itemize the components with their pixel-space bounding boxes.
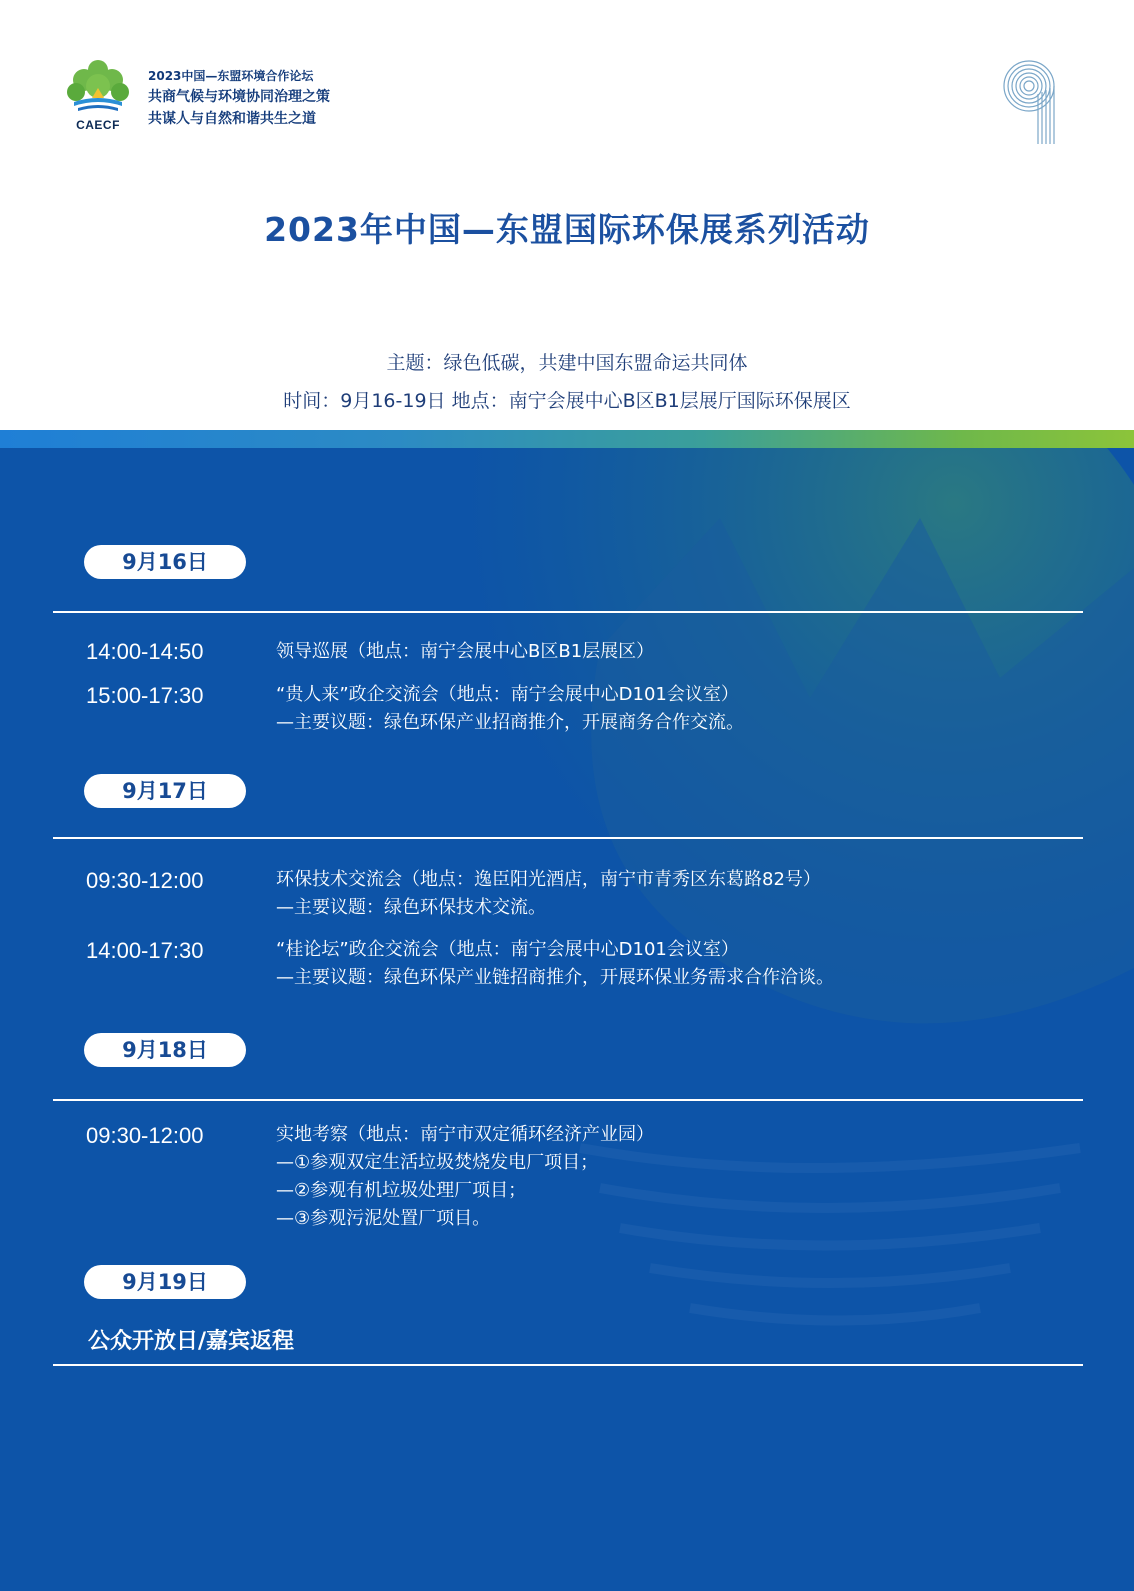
forum-name: 2023中国—东盟环境合作论坛 [148,69,314,83]
event-time: 14:00-14:50 [86,639,204,664]
event-time: 14:00-17:30 [86,938,204,963]
divider [53,611,1083,613]
event-time: 09:30-12:00 [86,868,204,893]
event-line: “桂论坛”政企交流会（地点：南宁会展中心D101会议室） [276,939,739,960]
event-detail [276,936,834,992]
event-line: —主要议题：绿色环保技术交流。 [276,897,546,918]
date-badge-0916: 9月16日 [84,545,246,579]
event-line: 领导巡展（地点：南宁会展中心B区B1层展区） [276,641,655,662]
theme-line: 主题：绿色低碳，共建中国东盟命运共同体 [386,352,748,374]
date-badge-0919: 9月19日 [84,1265,246,1299]
event-detail [276,638,654,666]
event-line: 环保技术交流会（地点：逸臣阳光酒店，南宁市青秀区东葛路82号） [276,869,821,890]
logo-text: CAECF [76,118,120,132]
spiral-emblem-icon [1003,58,1061,146]
divider [53,837,1083,839]
event-line: —主要议题：绿色环保产业招商推介，开展商务合作交流。 [276,712,744,733]
time-place-line: 时间：9月16-19日 地点：南宁会展中心B区B1层展厅国际环保展区 [283,390,851,412]
slogan-2: 共谋人与自然和谐共生之道 [148,111,316,127]
gradient-band [0,430,1134,448]
divider [53,1099,1083,1101]
event-line: —①参观双定生活垃圾焚烧发电厂项目； [276,1152,599,1173]
slogan-1: 共商气候与环境协同治理之策 [148,89,330,105]
event-line: “贵人来”政企交流会（地点：南宁会展中心D101会议室） [276,684,739,705]
header-area [0,0,1134,430]
caecf-logo [66,58,130,134]
divider [53,1364,1083,1366]
theme-block [0,344,1134,420]
date-badge-0917: 9月17日 [84,774,246,808]
event-line: —③参观污泥处置厂项目。 [276,1208,491,1229]
schedule [0,448,1134,1591]
event-line: —主要议题：绿色环保产业链招商推介，开展环保业务需求合作洽谈。 [276,967,834,988]
event-time: 15:00-17:30 [86,683,204,708]
event-time: 09:30-12:00 [86,1123,204,1148]
event-line: —②参观有机垃圾处理厂项目； [276,1180,527,1201]
event-detail [276,681,744,737]
date-badge-0918: 9月18日 [84,1033,246,1067]
closing-note: 公众开放日/嘉宾返程 [88,1329,295,1354]
event-detail [276,1121,654,1233]
page-title: 2023年中国—东盟国际环保展系列活动 [264,210,870,249]
event-detail [276,866,821,922]
event-line: 实地考察（地点：南宁市双定循环经济产业园） [276,1124,654,1145]
forum-info [148,66,330,130]
